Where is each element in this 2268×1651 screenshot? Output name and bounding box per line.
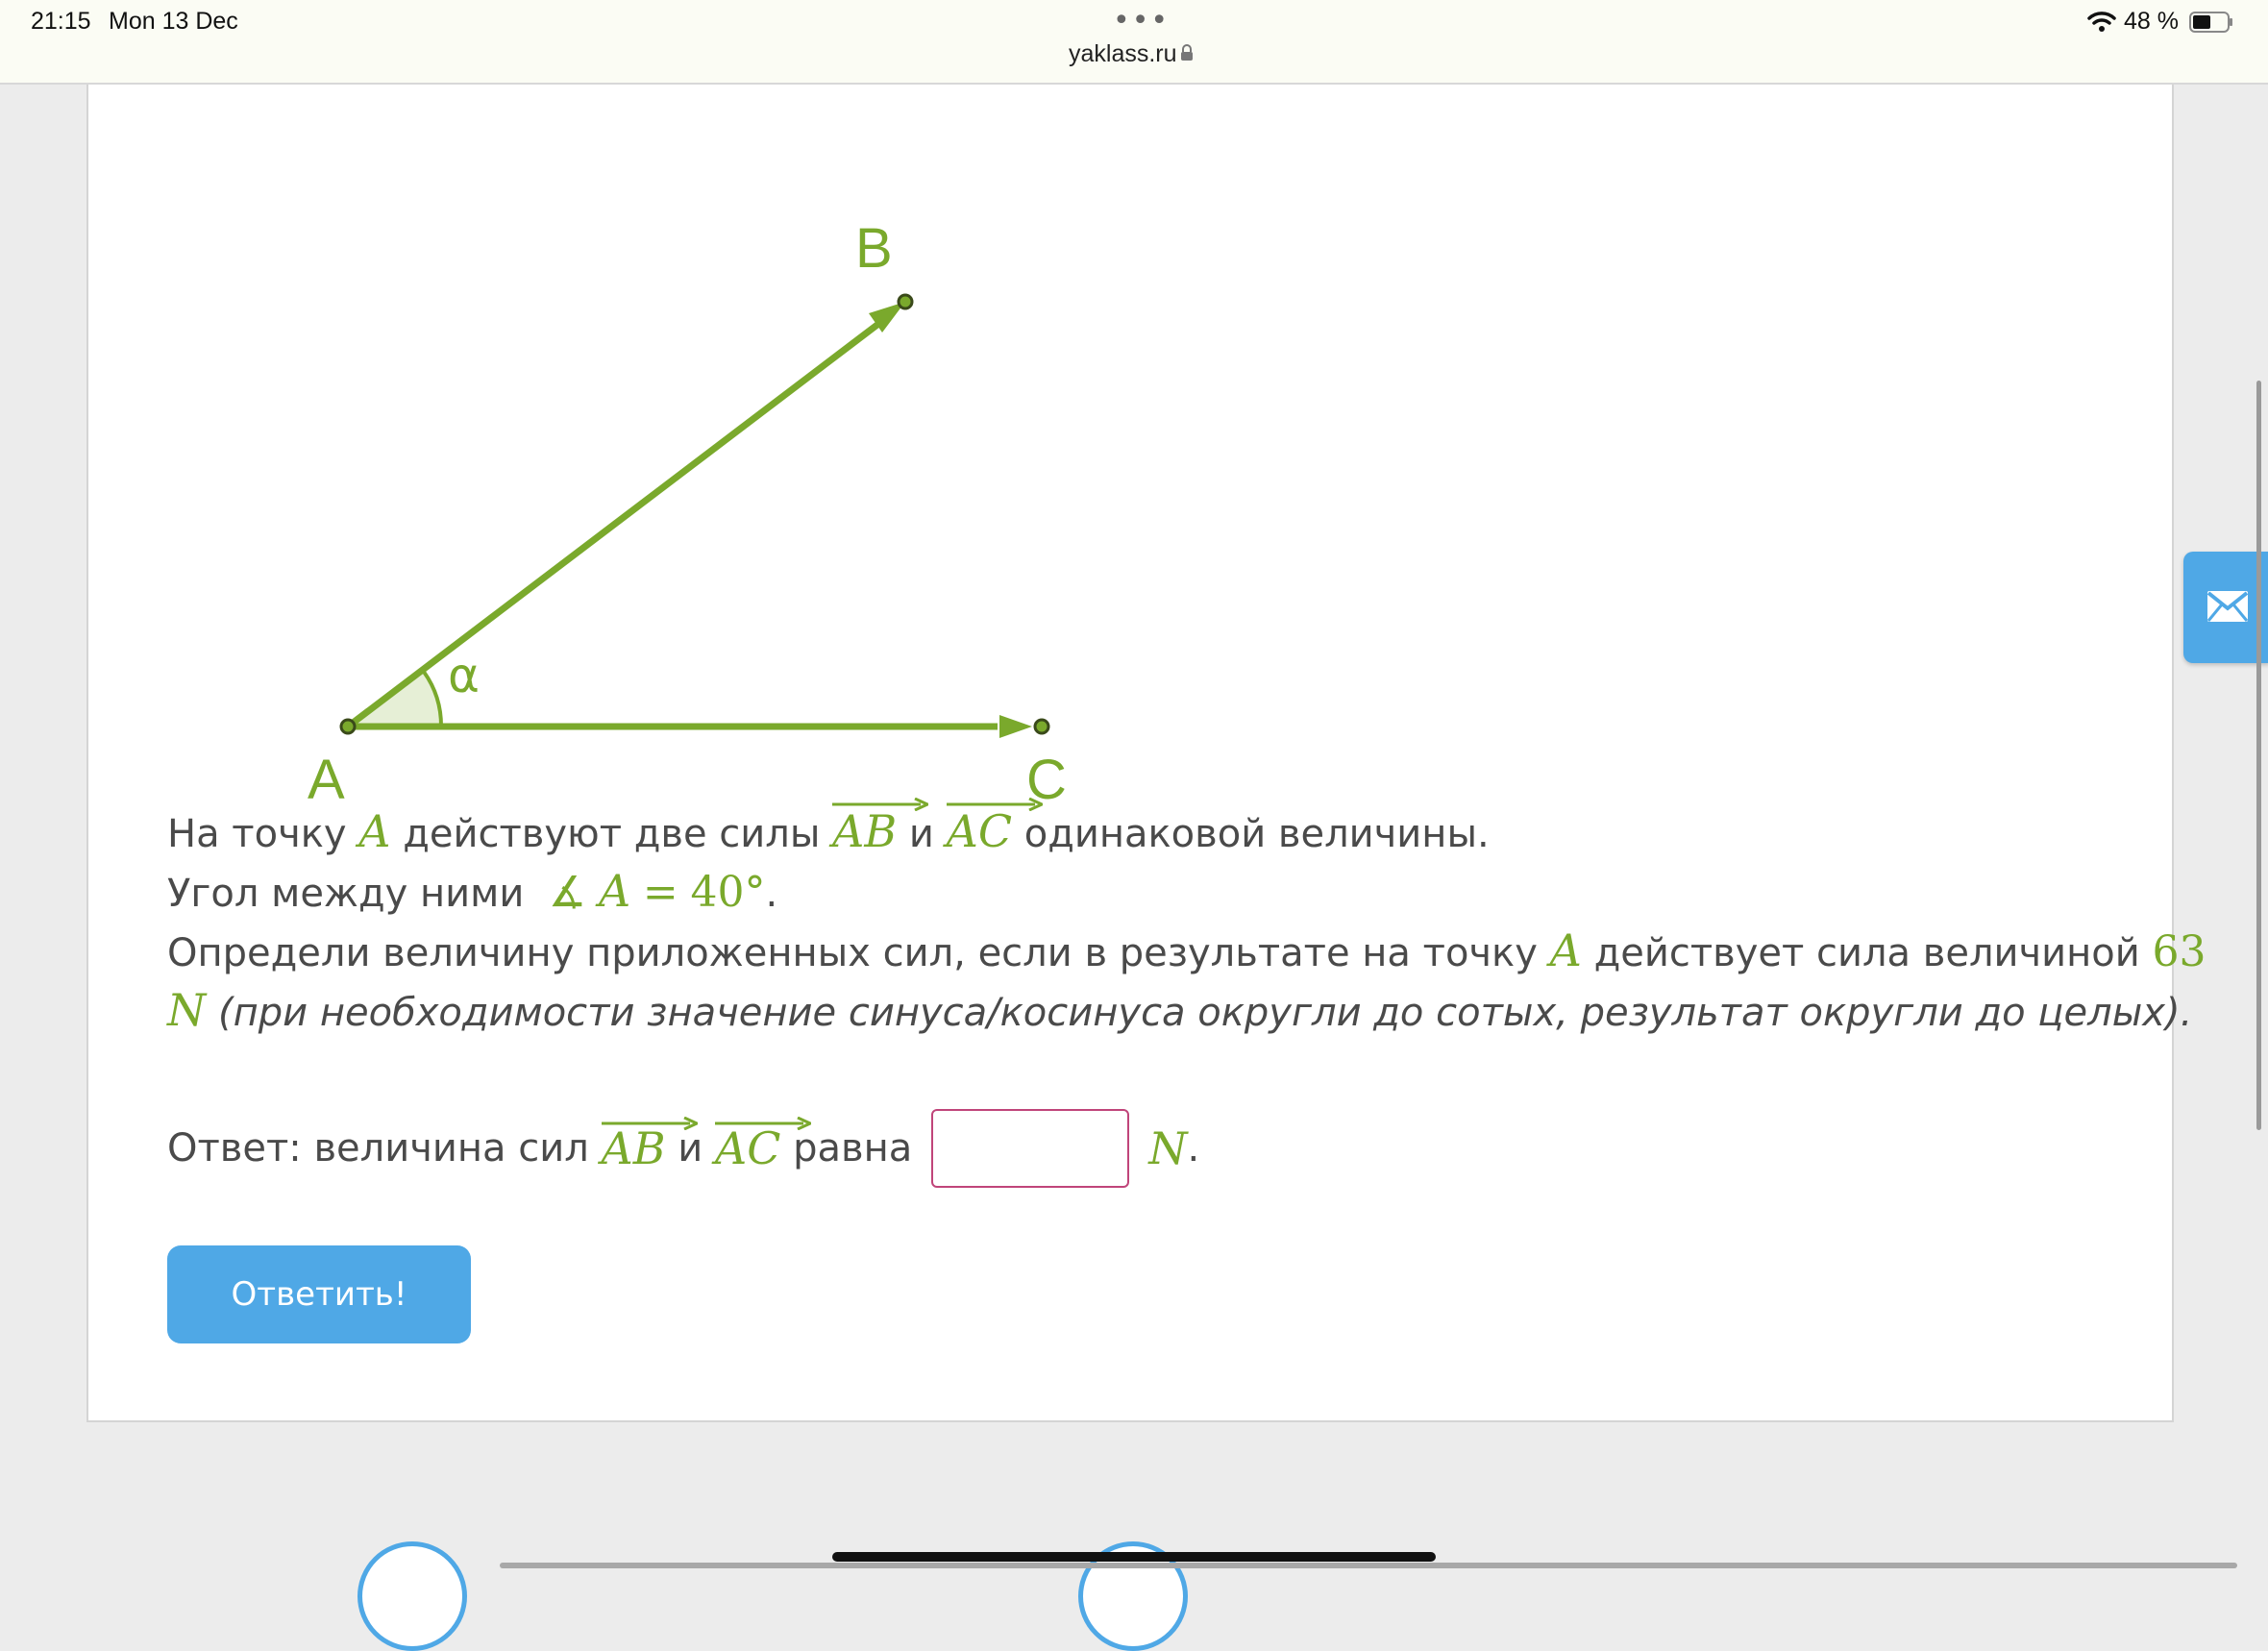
answer-text: Ответ: величина сил xyxy=(167,1126,589,1170)
point-c-dot xyxy=(1035,720,1048,733)
vector-ac-notation xyxy=(715,1122,780,1174)
vector-diagram xyxy=(290,217,1097,832)
math-equals: = xyxy=(642,868,678,917)
vector-ab-notation xyxy=(832,803,897,863)
battery-icon xyxy=(2189,12,2233,33)
label-alpha: α xyxy=(448,648,480,703)
horizontal-scrollbar[interactable] xyxy=(500,1563,2237,1568)
vector-ab-notation xyxy=(602,1122,666,1174)
task-card xyxy=(86,85,2174,1422)
math-point-a: A xyxy=(598,865,631,917)
submit-answer-button[interactable]: Ответить! xyxy=(167,1245,471,1343)
problem-text: одинаковой величины. xyxy=(1023,812,1490,856)
nav-circle-button[interactable] xyxy=(357,1541,467,1651)
feedback-mail-tab[interactable] xyxy=(2183,552,2268,663)
problem-statement xyxy=(167,803,2206,1042)
address-url[interactable]: yaklass.ru xyxy=(1069,40,1177,67)
answer-input[interactable] xyxy=(931,1109,1129,1188)
rounding-hint: (при необходимости значение синуса/косинуса округли до сотых, результат округли до целых). xyxy=(217,991,2193,1035)
math-force-value: 63 xyxy=(2152,927,2206,976)
mail-icon xyxy=(2206,590,2249,623)
problem-line-3 xyxy=(167,923,2206,982)
answer-text: . xyxy=(1187,1126,1200,1170)
label-c: C xyxy=(1026,749,1067,811)
battery-percent: 48 % xyxy=(2124,8,2179,35)
problem-text: Определи величину приложенных сил, если в результате на точку xyxy=(167,931,1538,975)
vertical-scrollbar[interactable] xyxy=(2256,381,2261,1130)
vector-arrow-icon xyxy=(832,798,928,811)
math-angle-value: 40° xyxy=(690,868,766,917)
point-a-dot xyxy=(341,720,355,733)
multitask-dots-icon[interactable]: ••• xyxy=(1113,4,1171,37)
vector-arrow-icon xyxy=(947,798,1043,811)
math-point-a: A xyxy=(358,805,391,857)
vector-ac-arrowhead xyxy=(999,715,1032,738)
problem-text: . xyxy=(765,872,778,916)
answer-text: и xyxy=(678,1126,703,1170)
problem-text: и xyxy=(908,812,934,856)
math-point-a: A xyxy=(1549,924,1582,976)
answer-text: равна xyxy=(793,1126,913,1170)
point-b-dot xyxy=(899,295,912,308)
problem-text: Угол между ними xyxy=(167,872,525,916)
problem-text: действуют две силы xyxy=(403,812,821,856)
status-time: 21:15 xyxy=(31,8,91,35)
vector-ac-notation xyxy=(947,803,1012,863)
status-date: Mon 13 Dec xyxy=(109,8,238,35)
answer-row xyxy=(167,1115,1320,1182)
problem-line-1 xyxy=(167,803,2089,863)
math-unit-n: N xyxy=(1148,1122,1188,1174)
label-a: A xyxy=(308,749,345,811)
home-indicator[interactable] xyxy=(832,1552,1436,1562)
wifi-icon xyxy=(2087,10,2116,33)
problem-line-2 xyxy=(167,863,2089,923)
math-unit-n: N xyxy=(167,984,207,1036)
lock-icon xyxy=(1180,44,1194,62)
math-ab: AB xyxy=(832,805,898,857)
problem-text: действует сила величиной xyxy=(1593,931,2140,975)
status-bar xyxy=(0,0,2268,85)
problem-text: На точку xyxy=(167,812,347,856)
problem-line-4 xyxy=(167,982,2193,1042)
angle-symbol: ∡ xyxy=(548,868,587,917)
math-ac: AC xyxy=(714,1122,781,1174)
vector-arrow-icon xyxy=(602,1117,698,1130)
math-ac: AC xyxy=(946,805,1013,857)
vector-ab xyxy=(348,315,890,727)
vector-arrow-icon xyxy=(715,1117,811,1130)
math-ab: AB xyxy=(601,1122,666,1174)
label-b: B xyxy=(855,217,893,280)
